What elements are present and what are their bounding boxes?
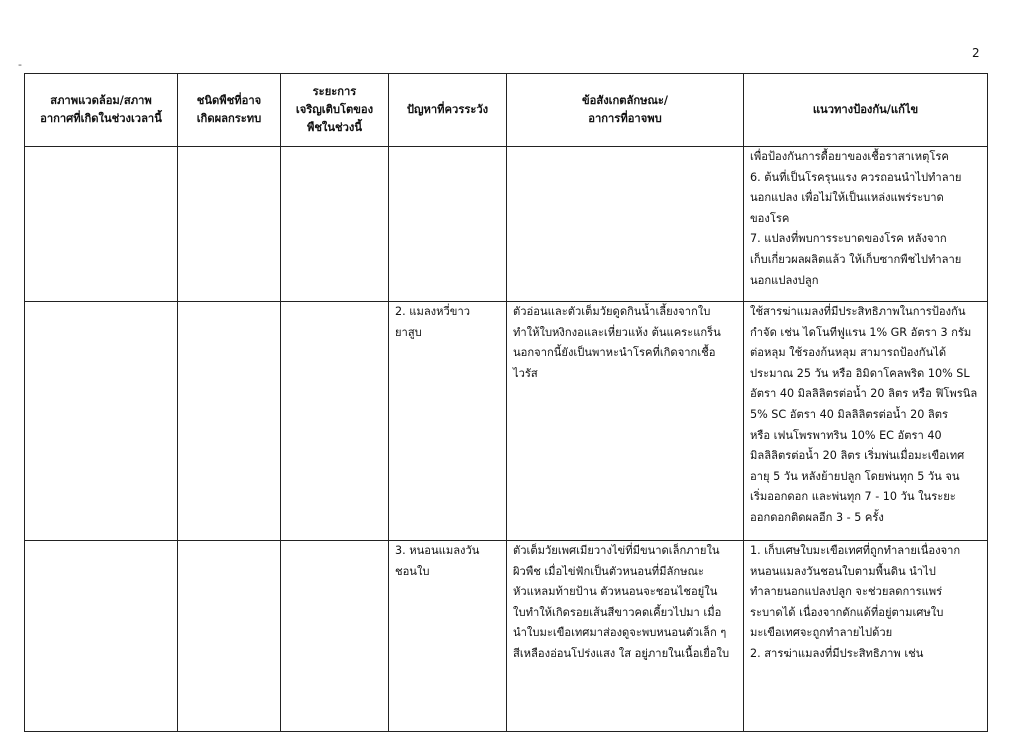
cell-environment: [25, 541, 178, 732]
corner-mark: -: [18, 58, 22, 71]
table-header-row: [25, 74, 988, 147]
cell-symptom: [507, 147, 744, 302]
cell-symptom: ตัวอ่อนและตัวเต็มวัยดูดกินน้ำเลี้ยงจากใบ ทำให้ใบหงิกงอและเหี่ยวแห้ง ต้นแคระแกร็น นอกจากนี้ยังเป็นพาหะนำโรคที่เกิดจากเชื้อ ไวรัส: [507, 302, 744, 541]
table-row: [25, 302, 988, 541]
cell-solution: 1. เก็บเศษใบมะเขือเทศที่ถูกทำลายเนื่องจาก หนอนแมลงวันชอนใบตามพื้นดิน นำไป ทำลายนอกแปลงปลูก จะช่วยลดการแพร่ ระบาดได้ เนื่องจากดักแด้ที่อยู่ตามเศษใบ มะเขือเทศจะถูกทำลายไปด้วย 2. สารฆ่าแมลงที่มีประสิทธิภาพ เช่น: [744, 541, 988, 732]
cell-growth-stage: [281, 147, 389, 302]
cell-crop: [178, 302, 281, 541]
header-environment: สภาพแวดล้อม/สภาพ อากาศที่เกิดในช่วงเวลานี้: [25, 74, 178, 147]
cell-problem: [389, 147, 507, 302]
table-row: [25, 541, 988, 732]
cell-crop: [178, 541, 281, 732]
cell-environment: [25, 302, 178, 541]
cell-problem: 2. แมลงหวี่ขาว ยาสูบ: [389, 302, 507, 541]
cell-growth-stage: [281, 302, 389, 541]
header-crop: ชนิดพืชที่อาจ เกิดผลกระทบ: [178, 74, 281, 147]
page-number: 2: [972, 46, 980, 60]
cell-symptom: ตัวเต็มวัยเพศเมียวางไข่ที่มีขนาดเล็กภายใน ผิวพืช เมื่อไข่ฟักเป็นตัวหนอนที่มีลักษณะ หัวแหลมท้ายป้าน ตัวหนอนจะชอนไชอยู่ใน ใบทำให้เกิดรอยเส้นสีขาวคดเคี้ยวไปมา เมื่อ นำใบมะเขือเทศมาส่องดูจะพบหนอนตัวเล็ก ๆ สีเหลืองอ่อนโปร่งแสง ใส อยู่ภายในเนื้อเยื่อใบ: [507, 541, 744, 732]
header-symptom: ข้อสังเกตลักษณะ/ อาการที่อาจพบ: [507, 74, 744, 147]
table-row: [25, 147, 988, 302]
cell-problem: 3. หนอนแมลงวัน ชอนใบ: [389, 541, 507, 732]
cell-solution: เพื่อป้องกันการดื้อยาของเชื้อราสาเหตุโรค 6. ต้นที่เป็นโรครุนแรง ควรถอนนำไปทำลาย นอกแปลง เพื่อไม่ให้เป็นแหล่งแพร่ระบาด ของโรค 7. แปลงที่พบการระบาดของโรค หลังจาก เก็บเกี่ยวผลผลิตแล้ว ให้เก็บซากพืชไปทำลาย นอกแปลงปลูก: [744, 147, 988, 302]
cell-environment: [25, 147, 178, 302]
cell-crop: [178, 147, 281, 302]
header-problem: ปัญหาที่ควรระวัง: [389, 74, 507, 147]
header-solution: แนวทางป้องกัน/แก้ไข: [744, 74, 988, 147]
advisory-table: [24, 73, 988, 732]
header-growth-stage: ระยะการ เจริญเติบโตของ พืชในช่วงนี้: [281, 74, 389, 147]
cell-solution: ใช้สารฆ่าแมลงที่มีประสิทธิภาพในการป้องกัน กำจัด เช่น ไดโนทีฟูแรน 1% GR อัตรา 3 กรัม ต่อหลุม ใช้รองก้นหลุม สามารถป้องกันได้ ประมาณ 25 วัน หรือ อิมิดาโคลพริด 10% SL อัตรา 40 มิลลิลิตรต่อน้ำ 20 ลิตร หรือ ฟิโพรนิล 5% SC อัตรา 40 มิลลิลิตรต่อน้ำ 20 ลิตร หรือ เฟนโพรพาทริน 10% EC อัตรา 40 มิลลิลิตรต่อน้ำ 20 ลิตร เริ่มพ่นเมื่อมะเขือเทศ อายุ 5 วัน หลังย้ายปลูก โดยพ่นทุก 5 วัน จน เริ่มออกดอก และพ่นทุก 7 - 10 วัน ในระยะ ออกดอกติดผลอีก 3 - 5 ครั้ง: [744, 302, 988, 541]
cell-growth-stage: [281, 541, 389, 732]
